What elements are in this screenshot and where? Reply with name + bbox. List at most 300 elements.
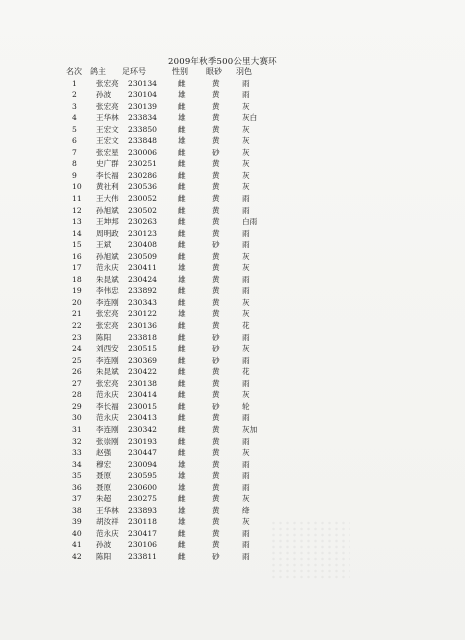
eye-sand-cell: 砂 <box>212 401 220 411</box>
owner-cell: 王宏文 <box>96 136 119 146</box>
sex-cell: 雌 <box>178 551 186 561</box>
ring-number-cell: 233811 <box>128 551 157 561</box>
sex-cell: 雌 <box>178 124 186 134</box>
ring-number-cell: 230413 <box>128 413 157 423</box>
eye-sand-cell: 黄 <box>212 263 220 273</box>
feather-color-cell: 雨 <box>242 90 250 100</box>
rank-cell: 35 <box>72 471 82 481</box>
sex-cell: 雄 <box>178 90 186 100</box>
rank-cell: 42 <box>72 551 82 561</box>
ring-number-cell: 230139 <box>128 101 157 111</box>
eye-sand-cell: 黄 <box>212 528 220 538</box>
ring-number-cell: 233893 <box>128 505 157 515</box>
owner-cell: 朱昆斌 <box>96 274 119 284</box>
sex-cell: 雌 <box>178 78 186 88</box>
table-row <box>66 274 282 286</box>
sex-cell: 雄 <box>178 274 186 284</box>
ring-number-cell: 230343 <box>128 297 157 307</box>
table-row <box>66 89 282 101</box>
document-title: 2009年秋季500公里大赛环 <box>168 57 277 67</box>
feather-color-cell: 灰 <box>242 136 250 146</box>
table-row <box>66 459 282 471</box>
table-row <box>66 158 282 170</box>
eye-sand-cell: 黄 <box>212 274 220 284</box>
ring-number-cell: 230052 <box>128 194 157 204</box>
header-feather-color: 羽色 <box>236 67 252 76</box>
ring-number-cell: 230138 <box>128 378 157 388</box>
owner-cell: 李长福 <box>96 170 119 180</box>
eye-sand-cell: 黄 <box>212 159 220 169</box>
rank-cell: 39 <box>72 517 82 527</box>
rank-cell: 38 <box>72 505 82 515</box>
table-row <box>66 366 282 378</box>
eye-sand-cell: 黄 <box>212 505 220 515</box>
eye-sand-cell: 黄 <box>212 101 220 111</box>
eye-sand-cell: 黄 <box>212 297 220 307</box>
table-row <box>66 332 282 344</box>
eye-sand-cell: 黄 <box>212 494 220 504</box>
sex-cell: 雌 <box>178 205 186 215</box>
owner-cell: 刘西安 <box>96 344 119 354</box>
feather-color-cell: 雨 <box>242 413 250 423</box>
owner-cell: 周明政 <box>96 228 119 238</box>
owner-cell: 张崇刚 <box>96 436 119 446</box>
table-row <box>66 251 282 263</box>
table-row <box>66 262 282 274</box>
feather-color-cell: 雨 <box>242 482 250 492</box>
rank-cell: 3 <box>72 101 77 111</box>
rank-cell: 12 <box>72 205 82 215</box>
rank-cell: 15 <box>72 240 82 250</box>
ring-number-cell: 230600 <box>128 482 157 492</box>
owner-cell: 王华林 <box>96 505 119 515</box>
sex-cell: 雄 <box>178 482 186 492</box>
owner-cell: 聂原 <box>96 482 112 492</box>
rank-cell: 5 <box>72 124 77 134</box>
feather-color-cell: 雨 <box>242 528 250 538</box>
sex-cell: 雌 <box>178 332 186 342</box>
owner-cell: 张宏亮 <box>96 309 119 319</box>
owner-cell: 穆宏 <box>96 459 112 469</box>
eye-sand-cell: 黄 <box>212 182 220 192</box>
eye-sand-cell: 黄 <box>212 309 220 319</box>
feather-color-cell: 灰 <box>242 124 250 134</box>
rank-cell: 26 <box>72 367 82 377</box>
ring-number-cell: 230286 <box>128 170 157 180</box>
table-row <box>66 193 282 205</box>
rank-cell: 25 <box>72 355 82 365</box>
rank-cell: 10 <box>72 182 82 192</box>
table-row <box>66 112 282 124</box>
sex-cell: 雌 <box>178 367 186 377</box>
feather-color-cell: 雨 <box>242 240 250 250</box>
eye-sand-cell: 黄 <box>212 170 220 180</box>
sex-cell: 雄 <box>178 309 186 319</box>
feather-color-cell: 雨 <box>242 286 250 296</box>
ring-number-cell: 233892 <box>128 286 157 296</box>
table-row <box>66 539 282 551</box>
feather-color-cell: 灰 <box>242 344 250 354</box>
rank-cell: 41 <box>72 540 82 550</box>
eye-sand-cell: 黄 <box>212 228 220 238</box>
ring-number-cell: 230118 <box>128 517 157 527</box>
ring-number-cell: 233834 <box>128 113 157 123</box>
feather-color-cell: 雨 <box>242 274 250 284</box>
rank-cell: 30 <box>72 413 82 423</box>
owner-cell: 胡汝祥 <box>96 517 119 527</box>
eye-sand-cell: 砂 <box>212 332 220 342</box>
eye-sand-cell: 黄 <box>212 321 220 331</box>
owner-cell: 张宏星 <box>96 147 119 157</box>
owner-cell: 聂原 <box>96 471 112 481</box>
feather-color-cell: 雨 <box>242 355 250 365</box>
feather-color-cell: 灰 <box>242 101 250 111</box>
eye-sand-cell: 砂 <box>212 551 220 561</box>
feather-color-cell: 花 <box>242 367 250 377</box>
results-table <box>66 66 282 563</box>
owner-cell: 朱超 <box>96 494 112 504</box>
eye-sand-cell: 砂 <box>212 240 220 250</box>
sex-cell: 雌 <box>178 182 186 192</box>
sex-cell: 雄 <box>178 113 186 123</box>
table-row <box>66 285 282 297</box>
feather-color-cell: 灰加 <box>242 424 258 434</box>
feather-color-cell: 灰 <box>242 448 250 458</box>
table-row <box>66 320 282 332</box>
header-sex: 性别 <box>172 67 188 76</box>
feather-color-cell: 雨 <box>242 540 250 550</box>
owner-cell: 王宏文 <box>96 124 119 134</box>
table-row <box>66 124 282 136</box>
sex-cell: 雄 <box>178 136 186 146</box>
sex-cell: 雌 <box>178 390 186 400</box>
table-row <box>66 308 282 320</box>
eye-sand-cell: 黄 <box>212 78 220 88</box>
feather-color-cell: 雨 <box>242 194 250 204</box>
owner-cell: 陈阳 <box>96 551 112 561</box>
owner-cell: 李连刚 <box>96 424 119 434</box>
rank-cell: 17 <box>72 263 82 273</box>
owner-cell: 王坤邦 <box>96 217 119 227</box>
feather-color-cell: 雨 <box>242 228 250 238</box>
feather-color-cell: 灰白 <box>242 113 258 123</box>
feather-color-cell: 灰 <box>242 251 250 261</box>
sex-cell: 雌 <box>178 401 186 411</box>
eye-sand-cell: 黄 <box>212 217 220 227</box>
rank-cell: 28 <box>72 390 82 400</box>
sex-cell: 雌 <box>178 528 186 538</box>
rank-cell: 20 <box>72 297 82 307</box>
ring-number-cell: 233850 <box>128 124 157 134</box>
table-row <box>66 147 282 159</box>
eye-sand-cell: 黄 <box>212 540 220 550</box>
eye-sand-cell: 黄 <box>212 413 220 423</box>
sex-cell: 雄 <box>178 517 186 527</box>
table-row <box>66 528 282 540</box>
header-owner: 鸽主 <box>90 67 106 76</box>
ring-number-cell: 233818 <box>128 332 157 342</box>
eye-sand-cell: 砂 <box>212 355 220 365</box>
sex-cell: 雄 <box>178 505 186 515</box>
eye-sand-cell: 黄 <box>212 448 220 458</box>
header-ring-number: 足环号 <box>122 67 146 76</box>
feather-color-cell: 雨 <box>242 332 250 342</box>
table-row <box>66 101 282 113</box>
owner-cell: 范永庆 <box>96 528 119 538</box>
sex-cell: 雌 <box>178 378 186 388</box>
owner-cell: 王斌 <box>96 240 112 250</box>
feather-color-cell: 雨 <box>242 378 250 388</box>
sex-cell: 雌 <box>178 170 186 180</box>
ring-number-cell: 230502 <box>128 205 157 215</box>
eye-sand-cell: 黄 <box>212 471 220 481</box>
ring-number-cell: 230263 <box>128 217 157 227</box>
rank-cell: 22 <box>72 321 82 331</box>
owner-cell: 范永庆 <box>96 413 119 423</box>
table-row <box>66 78 282 90</box>
owner-cell: 李伟忠 <box>96 286 119 296</box>
feather-color-cell: 灰 <box>242 170 250 180</box>
table-row <box>66 216 282 228</box>
owner-cell: 黄社利 <box>96 182 119 192</box>
table-row <box>66 516 282 528</box>
eye-sand-cell: 黄 <box>212 390 220 400</box>
ring-number-cell: 230411 <box>128 263 157 273</box>
eye-sand-cell: 黄 <box>212 113 220 123</box>
ring-number-cell: 230509 <box>128 251 157 261</box>
feather-color-cell: 雨 <box>242 436 250 446</box>
table-row <box>66 482 282 494</box>
feather-color-cell: 灰 <box>242 309 250 319</box>
eye-sand-cell: 黄 <box>212 459 220 469</box>
rank-cell: 13 <box>72 217 82 227</box>
table-row <box>66 135 282 147</box>
rank-cell: 16 <box>72 251 82 261</box>
rank-cell: 2 <box>72 90 77 100</box>
eye-sand-cell: 黄 <box>212 424 220 434</box>
rank-cell: 18 <box>72 274 82 284</box>
eye-sand-cell: 黄 <box>212 251 220 261</box>
owner-cell: 张宏亮 <box>96 321 119 331</box>
rank-cell: 24 <box>72 344 82 354</box>
rank-cell: 27 <box>72 378 82 388</box>
eye-sand-cell: 砂 <box>212 147 220 157</box>
ring-number-cell: 230369 <box>128 355 157 365</box>
table-row <box>66 181 282 193</box>
owner-cell: 范永庆 <box>96 263 119 273</box>
owner-cell: 朱昆斌 <box>96 367 119 377</box>
owner-cell: 王大伟 <box>96 194 119 204</box>
header-rank: 名次 <box>66 67 82 76</box>
sex-cell: 雌 <box>178 297 186 307</box>
rank-cell: 6 <box>72 136 77 146</box>
rank-cell: 1 <box>72 78 77 88</box>
feather-color-cell: 花 <box>242 321 250 331</box>
table-header-row <box>66 66 282 78</box>
eye-sand-cell: 砂 <box>212 344 220 354</box>
ring-number-cell: 230122 <box>128 309 157 319</box>
sex-cell: 雌 <box>178 286 186 296</box>
rank-cell: 34 <box>72 459 82 469</box>
owner-cell: 李长福 <box>96 401 119 411</box>
ring-number-cell: 230515 <box>128 344 157 354</box>
eye-sand-cell: 黄 <box>212 436 220 446</box>
feather-color-cell: 灰 <box>242 159 250 169</box>
eye-sand-cell: 黄 <box>212 367 220 377</box>
ring-number-cell: 230123 <box>128 228 157 238</box>
ring-number-cell: 230015 <box>128 401 157 411</box>
eye-sand-cell: 黄 <box>212 194 220 204</box>
owner-cell: 孙旭斌 <box>96 205 119 215</box>
feather-color-cell: 雨 <box>242 205 250 215</box>
table-row <box>66 355 282 367</box>
rank-cell: 7 <box>72 147 77 157</box>
ring-number-cell: 230447 <box>128 448 157 458</box>
table-row <box>66 389 282 401</box>
sex-cell: 雌 <box>178 101 186 111</box>
feather-color-cell: 轮 <box>242 401 250 411</box>
rank-cell: 19 <box>72 286 82 296</box>
owner-cell: 张宏亮 <box>96 78 119 88</box>
table-row <box>66 412 282 424</box>
table-row <box>66 343 282 355</box>
eye-sand-cell: 黄 <box>212 286 220 296</box>
ring-number-cell: 230094 <box>128 459 157 469</box>
sex-cell: 雌 <box>178 355 186 365</box>
header-eye-sand: 眼砂 <box>206 67 222 76</box>
feather-color-cell: 绛 <box>242 505 250 515</box>
ring-number-cell: 230106 <box>128 540 157 550</box>
ring-number-cell: 230424 <box>128 274 157 284</box>
ring-number-cell: 230006 <box>128 147 157 157</box>
feather-color-cell: 雨 <box>242 459 250 469</box>
sex-cell: 雌 <box>178 448 186 458</box>
sex-cell: 雄 <box>178 263 186 273</box>
ring-number-cell: 230408 <box>128 240 157 250</box>
feather-color-cell: 雨 <box>242 78 250 88</box>
feather-color-cell: 灰 <box>242 390 250 400</box>
sex-cell: 雌 <box>178 413 186 423</box>
sex-cell: 雌 <box>178 424 186 434</box>
ring-number-cell: 230251 <box>128 159 157 169</box>
rank-cell: 21 <box>72 309 82 319</box>
owner-cell: 孙旭斌 <box>96 251 119 261</box>
rank-cell: 23 <box>72 332 82 342</box>
rank-cell: 32 <box>72 436 82 446</box>
table-row <box>66 447 282 459</box>
feather-color-cell: 灰 <box>242 517 250 527</box>
sex-cell: 雌 <box>178 436 186 446</box>
eye-sand-cell: 黄 <box>212 517 220 527</box>
owner-cell: 王华林 <box>96 113 119 123</box>
table-row <box>66 551 282 563</box>
table-row <box>66 228 282 240</box>
sex-cell: 雌 <box>178 251 186 261</box>
owner-cell: 赵强 <box>96 448 112 458</box>
table-body <box>66 78 282 563</box>
owner-cell: 范永庆 <box>96 390 119 400</box>
eye-sand-cell: 黄 <box>212 378 220 388</box>
ring-number-cell: 230342 <box>128 424 157 434</box>
owner-cell: 陈阳 <box>96 332 112 342</box>
table-row <box>66 297 282 309</box>
rank-cell: 31 <box>72 424 82 434</box>
feather-color-cell: 灰 <box>242 182 250 192</box>
owner-cell: 李连刚 <box>96 355 119 365</box>
table-row <box>66 424 282 436</box>
ring-number-cell: 230595 <box>128 471 157 481</box>
ring-number-cell: 230275 <box>128 494 157 504</box>
eye-sand-cell: 黄 <box>212 482 220 492</box>
sex-cell: 雌 <box>178 217 186 227</box>
feather-color-cell: 雨 <box>242 551 250 561</box>
eye-sand-cell: 黄 <box>212 205 220 215</box>
rank-cell: 8 <box>72 159 77 169</box>
sex-cell: 雌 <box>178 344 186 354</box>
table-row <box>66 378 282 390</box>
sex-cell: 雄 <box>178 459 186 469</box>
ring-number-cell: 230136 <box>128 321 157 331</box>
ring-number-cell: 230417 <box>128 528 157 538</box>
rank-cell: 11 <box>72 194 82 204</box>
eye-sand-cell: 黄 <box>212 90 220 100</box>
sex-cell: 雌 <box>178 494 186 504</box>
sex-cell: 雄 <box>178 471 186 481</box>
owner-cell: 史广群 <box>96 159 119 169</box>
feather-color-cell: 白雨 <box>242 217 258 227</box>
table-row <box>66 470 282 482</box>
rank-cell: 36 <box>72 482 82 492</box>
feather-color-cell: 灰 <box>242 494 250 504</box>
table-row <box>66 505 282 517</box>
sex-cell: 雌 <box>178 159 186 169</box>
sex-cell: 雌 <box>178 540 186 550</box>
rank-cell: 33 <box>72 448 82 458</box>
table-row <box>66 239 282 251</box>
owner-cell: 张宏亮 <box>96 378 119 388</box>
feather-color-cell: 灰 <box>242 147 250 157</box>
rank-cell: 40 <box>72 528 82 538</box>
ring-number-cell: 230134 <box>128 78 157 88</box>
scan-noise <box>270 520 350 580</box>
ring-number-cell: 233848 <box>128 136 157 146</box>
feather-color-cell: 雨 <box>242 471 250 481</box>
eye-sand-cell: 黄 <box>212 124 220 134</box>
owner-cell: 孙波 <box>96 540 112 550</box>
owner-cell: 李连刚 <box>96 297 119 307</box>
sex-cell: 雌 <box>178 147 186 157</box>
table-row <box>66 170 282 182</box>
feather-color-cell: 灰 <box>242 263 250 273</box>
ring-number-cell: 230193 <box>128 436 157 446</box>
owner-cell: 张宏亮 <box>96 101 119 111</box>
table-row <box>66 493 282 505</box>
sex-cell: 雌 <box>178 228 186 238</box>
table-row <box>66 205 282 217</box>
table-row <box>66 401 282 413</box>
ring-number-cell: 230422 <box>128 367 157 377</box>
rank-cell: 29 <box>72 401 82 411</box>
rank-cell: 37 <box>72 494 82 504</box>
feather-color-cell: 灰 <box>242 297 250 307</box>
rank-cell: 4 <box>72 113 77 123</box>
sex-cell: 雌 <box>178 321 186 331</box>
rank-cell: 14 <box>72 228 82 238</box>
ring-number-cell: 230104 <box>128 90 157 100</box>
sex-cell: 雌 <box>178 194 186 204</box>
ring-number-cell: 230536 <box>128 182 157 192</box>
ring-number-cell: 230414 <box>128 390 157 400</box>
